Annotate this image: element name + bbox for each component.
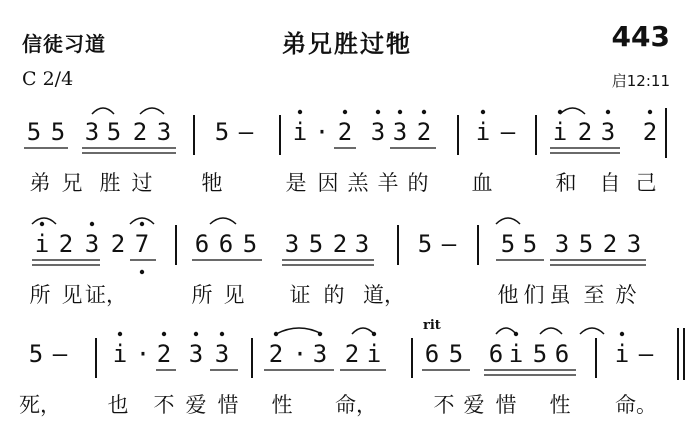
note: i [112,340,128,368]
lyric-syllable: 弟 [29,171,51,195]
hymn-title: 弟兄胜过牠 [282,30,412,58]
note: 2 [156,340,172,368]
note: 2 [58,230,74,258]
slur [140,108,164,114]
octave-dot [376,110,380,114]
note: i [552,118,568,146]
note: 3 [156,118,172,146]
note: 5 [532,340,548,368]
lyric-syllable: 己 [635,171,657,195]
slur [580,328,604,334]
note: 2 [416,118,432,146]
note: — [238,118,254,146]
note: 2 [268,340,284,368]
slur [276,328,322,334]
lyric-syllable: 自 [599,171,621,195]
note: 6 [194,230,210,258]
octave-dot [40,222,44,226]
lyric-syllable: 性 [271,393,293,417]
note: 2 [332,230,348,258]
octave-dot [398,110,402,114]
octave-dot [372,332,376,336]
note: 6 [488,340,504,368]
lyric-syllable: 兄 [61,171,83,195]
lyric-syllable: 羊 [377,171,399,195]
score-notes [27,118,657,368]
lyric-syllable: 不 [153,393,175,417]
scripture-reference: 启12:11 [611,72,670,90]
octave-dot [422,110,426,114]
slur [92,108,114,114]
lyric-syllable: 爱 [185,393,207,417]
note: 2 [642,118,658,146]
note: i [34,230,50,258]
note: 3 [214,340,230,368]
note: 3 [370,118,386,146]
octave-dot [620,332,624,336]
lyric-syllable: 惜 [495,393,517,417]
note: 6 [424,340,440,368]
note: i [475,118,491,146]
lyric-syllable: 虽 [549,283,571,307]
lyric-syllable: 惜 [217,393,239,417]
lyric-syllable: 是 [285,171,307,195]
octave-dot-below [140,270,144,274]
lyric-syllable: 过 [131,171,153,195]
note: 3 [312,340,328,368]
note: — [638,340,654,368]
slur [560,108,585,114]
lyric-syllable: 因 [317,171,339,195]
note: 7 [134,230,150,258]
lyric-syllable: 见 [61,283,83,307]
lyric-syllable: 和 [555,171,577,195]
octave-dot [558,110,562,114]
lyric-syllable: 的 [407,171,429,195]
octave-dot [648,110,652,114]
note: 5 [308,230,324,258]
lyric-syllable: 血 [471,171,493,195]
rit-marking: rit [423,318,441,333]
note: 5 [50,118,66,146]
lyric-syllable: 所 [191,283,213,307]
octave-dot [606,110,610,114]
lyric-syllable: 们 [523,283,545,307]
slur [496,328,516,334]
note: 3 [188,340,204,368]
slur [496,218,520,224]
note: 5 [26,118,42,146]
lyric-syllable: 见 [223,283,245,307]
note: 2 [110,230,126,258]
octave-dot [318,332,322,336]
note: 2 [132,118,148,146]
note: 6 [218,230,234,258]
note: 3 [354,230,370,258]
lyric-syllable: 命， [335,393,377,417]
lyric-syllable: 的 [323,283,345,307]
note: 3 [600,118,616,146]
note: 3 [84,118,100,146]
note: 5 [448,340,464,368]
slur [352,328,374,334]
octave-dot [220,332,224,336]
note: 2 [577,118,593,146]
octave-dot [194,332,198,336]
key-and-time-signature: C 2/4 [22,68,74,90]
lyric-syllable: 证 [289,283,311,307]
note: i [292,118,308,146]
slur [210,218,236,224]
note: 2 [344,340,360,368]
lyric-syllable: 也 [107,393,129,417]
lyric-syllable: 性 [549,393,571,417]
note: · [292,340,308,368]
octave-dot [298,110,302,114]
note: 3 [84,230,100,258]
note: 2 [337,118,353,146]
note: i [614,340,630,368]
note: 3 [554,230,570,258]
octave-dot [162,332,166,336]
lyric-syllable: 道， [363,283,405,307]
note: 5 [522,230,538,258]
note: 3 [284,230,300,258]
note: 5 [242,230,258,258]
note: · [135,340,151,368]
octave-dot [118,332,122,336]
lyric-syllable: 牠 [201,171,223,195]
hymn-number: 443 [611,20,670,53]
octave-dot [140,222,144,226]
note: 2 [602,230,618,258]
note: — [441,230,457,258]
score-lyrics [19,171,657,418]
octave-dot [481,110,485,114]
note: 5 [28,340,44,368]
slur [540,328,562,334]
lyric-syllable: 命。 [615,393,657,417]
lyric-syllable: 胜 [99,171,121,195]
lyric-syllable: 爱 [463,393,485,417]
note: 5 [106,118,122,146]
octave-dot [274,332,278,336]
note: · [314,118,330,146]
note: 3 [392,118,408,146]
note: 5 [500,230,516,258]
lyric-syllable: 所 [29,283,51,307]
lyric-syllable: 证， [85,283,127,307]
octave-dot [343,110,347,114]
note: — [500,118,516,146]
note: 5 [417,230,433,258]
lyric-syllable: 於 [615,283,637,307]
note: — [52,340,68,368]
note: 5 [214,118,230,146]
lyric-syllable: 羔 [347,171,369,195]
note: 3 [626,230,642,258]
note: 5 [578,230,594,258]
lyric-syllable: 不 [433,393,455,417]
lyric-syllable: 他 [497,283,519,307]
lyric-syllable: 死， [19,393,61,417]
octave-dot [90,222,94,226]
note: i [508,340,524,368]
lyric-syllable: 至 [583,283,605,307]
note: i [366,340,382,368]
octave-dot [514,332,518,336]
hymn-category: 信徒习道 [22,32,106,56]
note: 6 [554,340,570,368]
